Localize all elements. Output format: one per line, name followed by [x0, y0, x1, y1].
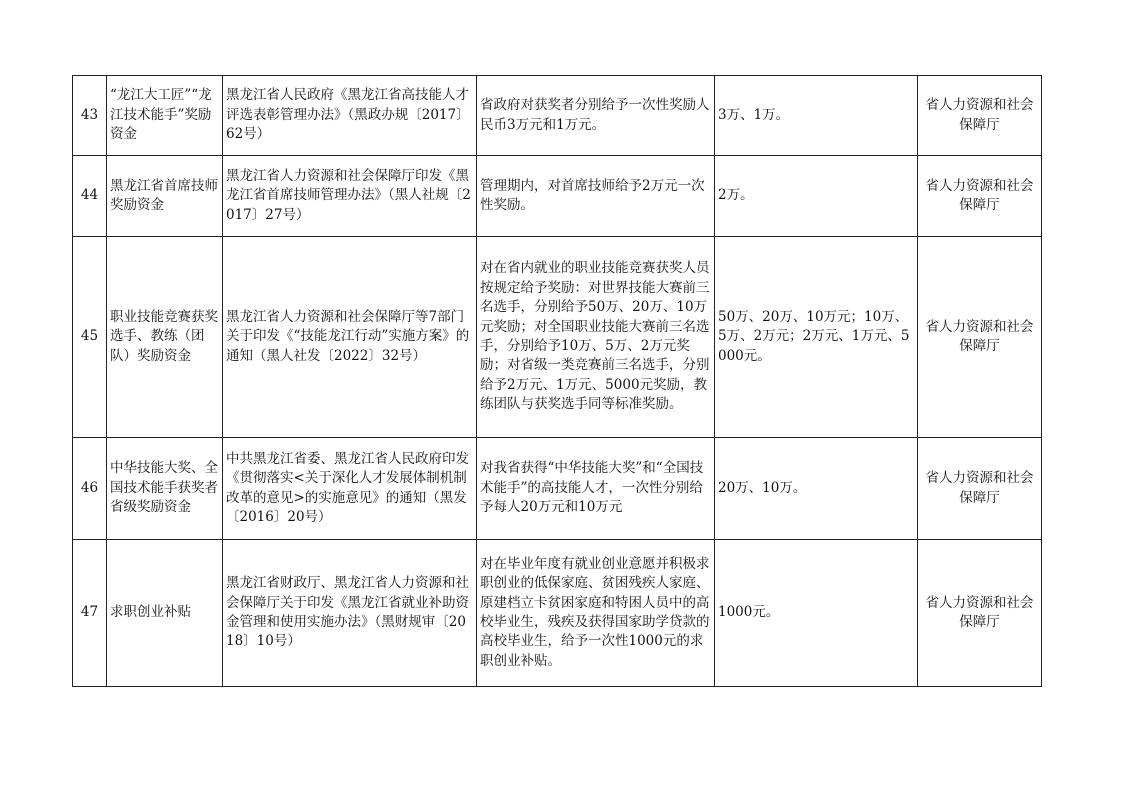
policy-basis: 黑龙江省财政厅、黑龙江省人力资源和社会保障厅关于印发《黑龙江省就业补助资金管理和使用实施办法》（黑财规审〔2018〕10号）	[223, 540, 477, 687]
subsidy-amount: 3万、1万。	[715, 76, 918, 156]
responsible-department: 省人力资源和社会保障厅	[918, 438, 1042, 540]
subsidy-standard: 对在省内就业的职业技能竞赛获奖人员按规定给予奖励：对世界技能大赛前三名选手，分别给予50万、20万、10万元奖励；对全国职业技能大赛前三名选手，分别给予10万、5万、2万元奖励；对省级一类竞赛前三名选手，分别给予2万元、1万元、5000元奖励，教练团队与获奖选手同等标准奖励。	[477, 237, 715, 438]
policy-basis: 黑龙江省人力资源和社会保障厅印发《黑龙江省首席技师管理办法》（黑人社规〔2017〕27号）	[223, 156, 477, 237]
item-name: “龙江大工匠”“龙江技术能手”奖励资金	[107, 76, 223, 156]
subsidy-amount: 2万。	[715, 156, 918, 237]
responsible-department: 省人力资源和社会保障厅	[918, 76, 1042, 156]
item-name: 黑龙江省首席技师奖励资金	[107, 156, 223, 237]
policy-basis: 黑龙江省人力资源和社会保障厅等7部门关于印发《“技能龙江行动”实施方案》的通知（黑人社发〔2022〕32号）	[223, 237, 477, 438]
subsidy-standard: 管理期内，对首席技师给予2万元一次性奖励。	[477, 156, 715, 237]
subsidy-amount: 50万、20万、10万元；10万、5万、2万元；2万元、1万元、5000元。	[715, 237, 918, 438]
policy-basis: 中共黑龙江省委、黑龙江省人民政府印发《贯彻落实<关于深化人才发展体制机制改革的意见>的实施意见》的通知（黑发〔2016〕20号）	[223, 438, 477, 540]
row-number: 44	[73, 156, 107, 237]
row-number: 46	[73, 438, 107, 540]
table-row	[73, 237, 1042, 438]
responsible-department: 省人力资源和社会保障厅	[918, 156, 1042, 237]
subsidy-standard: 省政府对获奖者分别给予一次性奖励人民币3万元和1万元。	[477, 76, 715, 156]
table-row	[73, 438, 1042, 540]
responsible-department: 省人力资源和社会保障厅	[918, 540, 1042, 687]
row-number: 45	[73, 237, 107, 438]
subsidy-amount: 20万、10万。	[715, 438, 918, 540]
row-number: 47	[73, 540, 107, 687]
item-name: 中华技能大奖、全国技术能手获奖者省级奖励资金	[107, 438, 223, 540]
policy-table	[72, 75, 1042, 687]
responsible-department: 省人力资源和社会保障厅	[918, 237, 1042, 438]
row-number: 43	[73, 76, 107, 156]
table-row	[73, 76, 1042, 156]
item-name: 求职创业补贴	[107, 540, 223, 687]
table-row	[73, 156, 1042, 237]
subsidy-standard: 对我省获得“中华技能大奖”和“全国技术能手”的高技能人才，一次性分别给予每人20万元和10万元	[477, 438, 715, 540]
table-row	[73, 540, 1042, 687]
item-name: 职业技能竞赛获奖选手、教练（团队）奖励资金	[107, 237, 223, 438]
policy-basis: 黑龙江省人民政府《黑龙江省高技能人才评选表彰管理办法》（黑政办规〔2017〕62号）	[223, 76, 477, 156]
subsidy-amount: 1000元。	[715, 540, 918, 687]
subsidy-standard: 对在毕业年度有就业创业意愿并积极求职创业的低保家庭、贫困残疾人家庭、原建档立卡贫困家庭和特困人员中的高校毕业生，残疾及获得国家助学贷款的高校毕业生，给予一次性1000元的求职创业补贴。	[477, 540, 715, 687]
